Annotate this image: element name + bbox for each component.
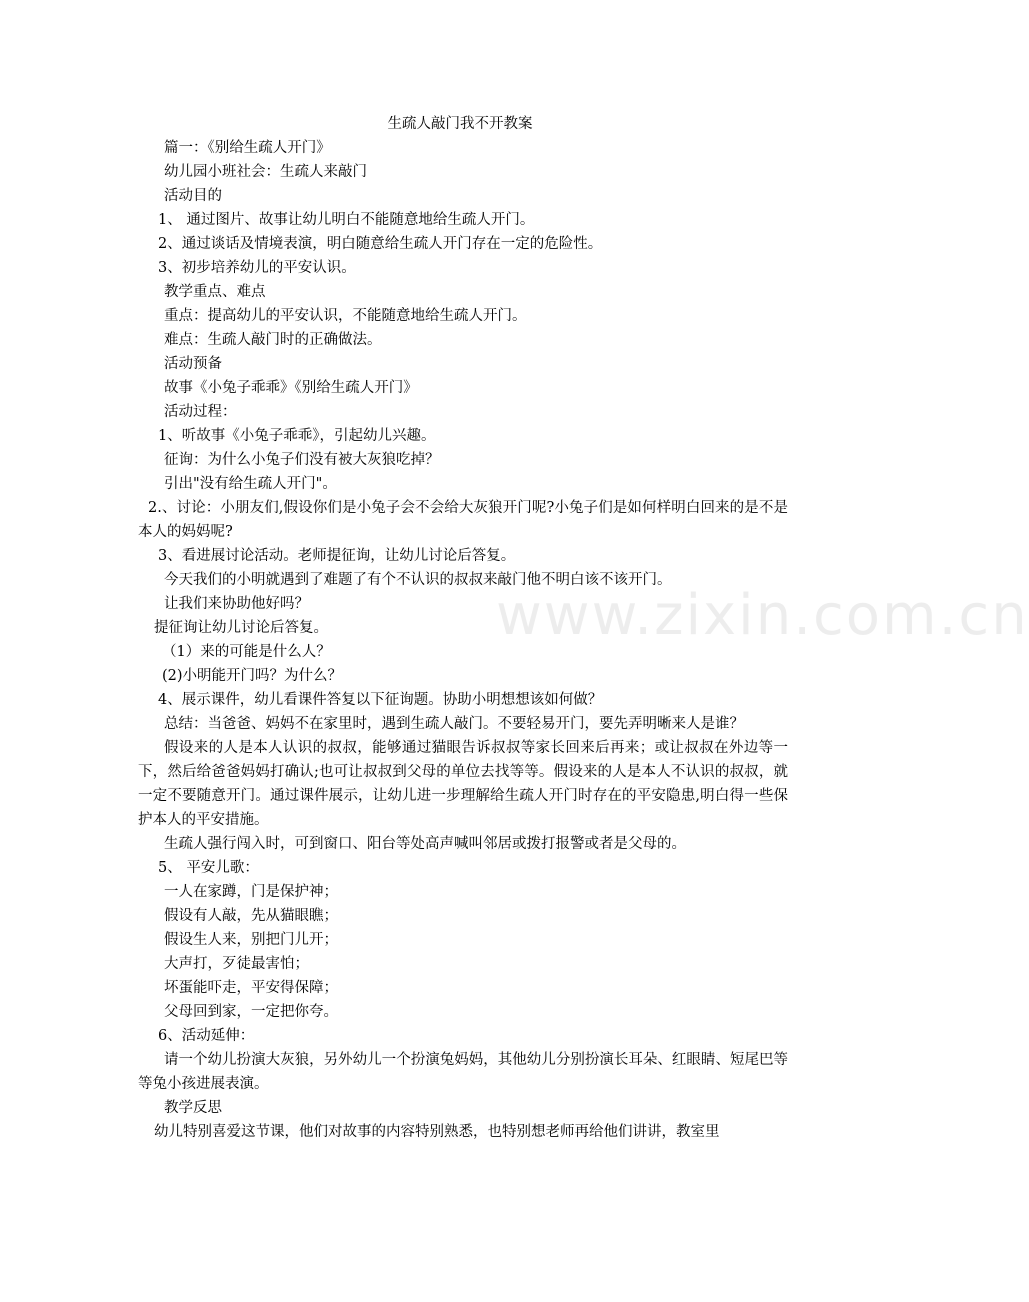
- paragraph: 生疏人强行闯入时，可到窗口、阳台等处高声喊叫邻居或拨打报警或者是父母的。: [164, 836, 686, 852]
- paragraph: 教学重点、难点: [164, 284, 266, 300]
- paragraph: 请一个幼儿扮演大灰狼，另外幼儿一个扮演兔妈妈，其他幼儿分别扮演长耳朵、红眼睛、短尾巴等等兔小孩进展表演。: [138, 1052, 788, 1092]
- paragraph: 假设有人敲，先从猫眼瞧；: [164, 908, 338, 924]
- paragraph: 3、初步培养幼儿的平安认识。: [158, 260, 356, 276]
- document-title: 生疏人敲门我不开教案: [387, 116, 533, 132]
- paragraph: 引出"没有给生疏人开门"。: [164, 476, 337, 492]
- paragraph: 难点：生疏人敲门时的正确做法。: [164, 332, 382, 348]
- paragraph: 教学反思: [164, 1100, 222, 1116]
- paragraph: 今天我们的小明就遇到了难题了有个不认识的叔叔来敲门他不明白该不该开门。: [164, 572, 672, 588]
- paragraph: 6、活动延伸：: [158, 1028, 255, 1044]
- paragraph: 故事《小兔子乖乖》《别给生疏人开门》: [164, 380, 418, 396]
- paragraph: 1、听故事《小兔子乖乖》，引起幼儿兴趣。: [158, 428, 436, 444]
- paragraph: 2、通过谈话及情境表演，明白随意给生疏人开门存在一定的危险性。: [158, 236, 603, 252]
- paragraph: 提征询让幼儿讨论后答复。: [154, 620, 328, 636]
- paragraph: 征询：为什么小兔子们没有被大灰狼吃掉？: [164, 452, 440, 468]
- paragraph: 幼儿园小班社会：生疏人来敲门: [164, 164, 367, 180]
- paragraph: 3、看进展讨论活动。老师提征询，让幼儿讨论后答复。: [158, 548, 516, 564]
- paragraph: （1）来的可能是什么人？: [162, 644, 331, 660]
- paragraph: (2)小明能开门吗？为什么？: [162, 668, 343, 684]
- paragraph: 总结：当爸爸、妈妈不在家里时，遇到生疏人敲门。不要轻易开门，要先弄明晰来人是谁？: [164, 716, 744, 732]
- watermark: www.zixin.com.cn: [496, 583, 1029, 648]
- paragraph: 假设生人来，别把门儿开；: [164, 932, 338, 948]
- paragraph: 让我们来协助他好吗？: [164, 596, 309, 612]
- paragraph: 篇一：《别给生疏人开门》: [164, 140, 331, 156]
- paragraph: 2.、讨论：小朋友们,假设你们是小兔子会不会给大灰狼开门呢?小兔子们是如何样明白回来的是不是本人的妈妈呢?: [138, 500, 788, 540]
- paragraph: 4、展示课件，幼儿看课件答复以下征询题。协助小明想想该如何做？: [158, 692, 603, 708]
- paragraph: 坏蛋能吓走，平安得保障；: [164, 980, 338, 996]
- paragraph: 重点：提高幼儿的平安认识，不能随意地给生疏人开门。: [164, 308, 527, 324]
- paragraph: 1、 通过图片、故事让幼儿明白不能随意地给生疏人开门。: [158, 212, 535, 228]
- paragraph: 父母回到家，一定把你夸。: [164, 1004, 338, 1020]
- paragraph: 假设来的人是本人认识的叔叔，能够通过猫眼告诉叔叔等家长回来后再来；或让叔叔在外边等一下，然后给爸爸妈妈打确认;也可让叔叔到父母的单位去找等等。假设来的人是本人不认识的叔叔，就一定不要随意开门。通过课件展示，让幼儿进一步理解给生疏人开门时存在的平安隐患,明白得一些保护本人的平安措施。: [138, 740, 788, 828]
- paragraph: 大声打，歹徒最害怕；: [164, 956, 309, 972]
- paragraph: 活动预备: [164, 356, 222, 372]
- paragraph: 5、 平安儿歌：: [158, 860, 259, 876]
- paragraph: 活动目的: [164, 188, 222, 204]
- paragraph: 活动过程：: [164, 404, 237, 420]
- paragraph: 幼儿特别喜爱这节课，他们对故事的内容特别熟悉，也特别想老师再给他们讲讲，教室里: [154, 1124, 720, 1140]
- paragraph: 一人在家蹲，门是保护神；: [164, 884, 338, 900]
